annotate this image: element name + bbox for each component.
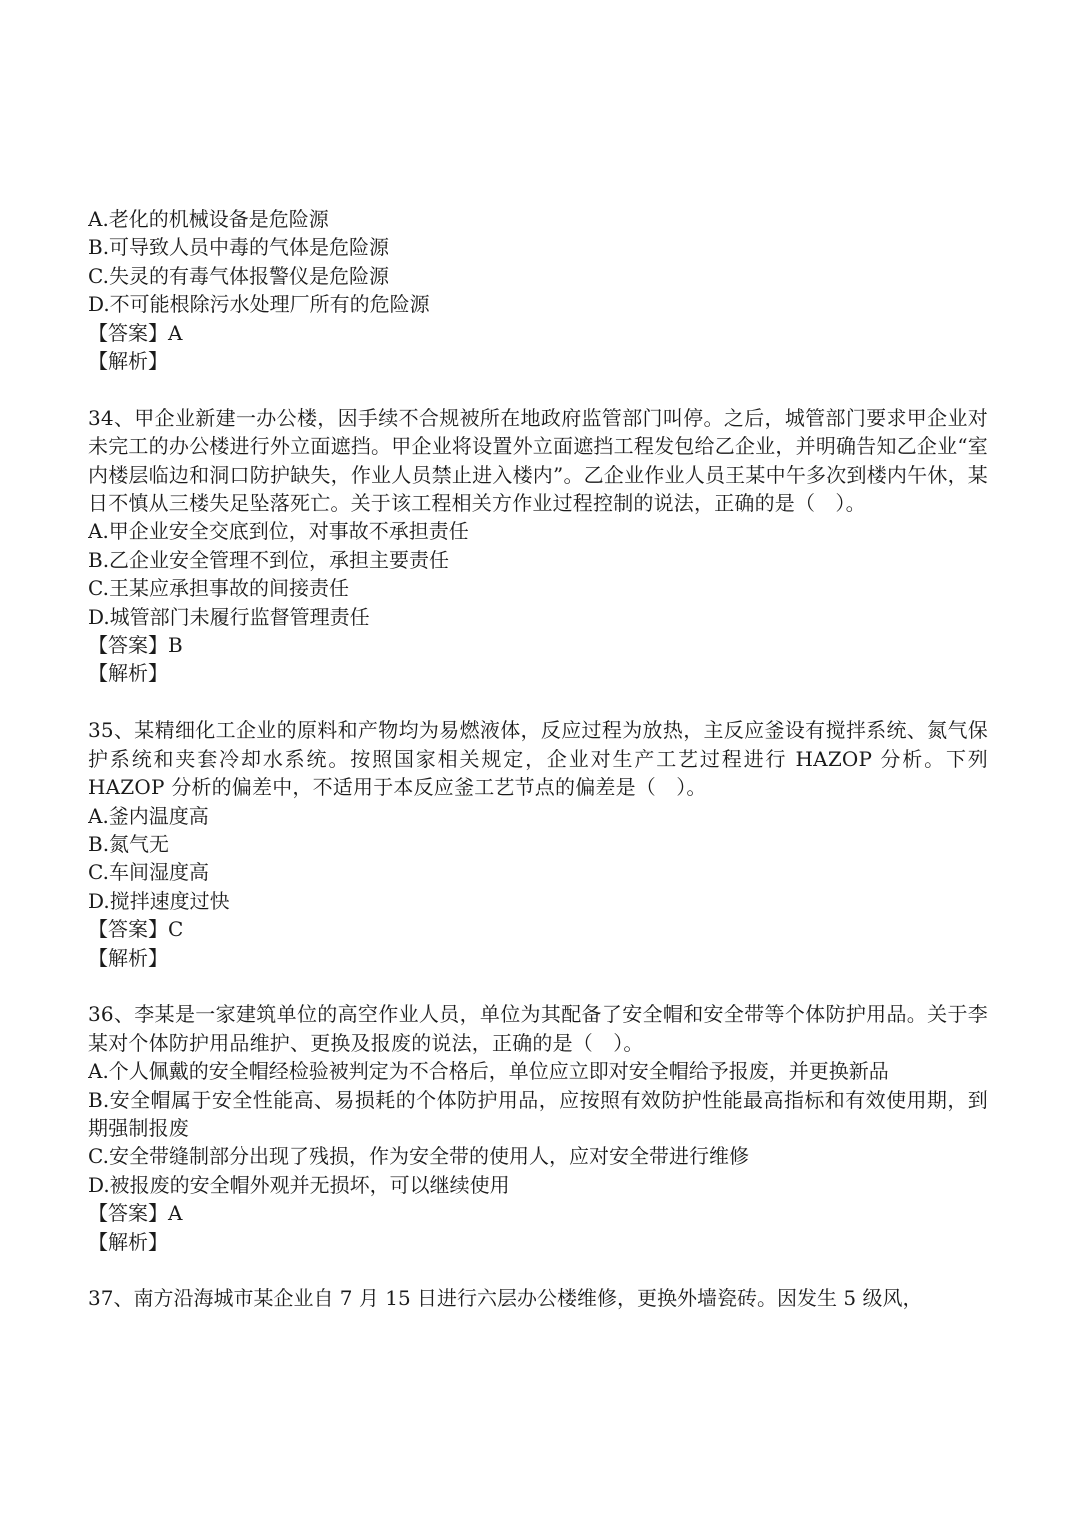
q35-option-b: B.氮气无	[88, 831, 170, 856]
q35-option-c: C.车间湿度高	[88, 860, 209, 885]
q34-option-a: A.甲企业安全交底到位，对事故不承担责任	[88, 519, 469, 544]
q36-option-d: D.被报废的安全帽外观并无损坏，可以继续使用	[88, 1172, 510, 1197]
q33-option-a: A.老化的机械设备是危险源	[88, 207, 329, 231]
paragraph-gap	[88, 1256, 988, 1284]
paragraph-gap	[88, 972, 988, 1000]
q34-option-c: C.王某应承担事故的间接责任	[88, 576, 349, 601]
document-body	[88, 205, 988, 1313]
q35-answer: 【答案】C	[88, 917, 184, 942]
paragraph-gap	[88, 375, 988, 403]
q35-option-a: A.釜内温度高	[88, 803, 209, 828]
paragraph-gap	[88, 688, 988, 716]
q36-stem: 36、李某是一家建筑单位的高空作业人员，单位为其配备了安全帽和安全带等个体防护用品。关于李某对个体防护用品维护、更换及报废的说法，正确的是（ ）。	[88, 1002, 988, 1055]
q33-option-b: B.可导致人员中毒的气体是危险源	[88, 235, 390, 260]
q36-analysis: 【解析】	[88, 1229, 168, 1254]
q34-option-b: B.乙企业安全管理不到位，承担主要责任	[88, 547, 450, 572]
q33-option-c: C.失灵的有毒气体报警仪是危险源	[88, 263, 389, 288]
q36-answer: 【答案】A	[88, 1201, 183, 1226]
q33-option-d: D.不可能根除污水处理厂所有的危险源	[88, 292, 430, 317]
q35-stem: 35、某精细化工企业的原料和产物均为易燃液体，反应过程为放热，主反应釜设有搅拌系统、氮气保护系统和夹套冷却水系统。按照国家相关规定，企业对生产工艺过程进行 HAZOP 分析。下列 HAZOP 分析的偏差中，不适用于本反应釜工艺节点的偏差是（ ）。	[88, 718, 988, 800]
q37-stem: 37、南方沿海城市某企业自 7 月 15 日进行六层办公楼维修，更换外墙瓷砖。因发生 5 级风，	[88, 1286, 923, 1311]
q36-option-a: A.个人佩戴的安全帽经检验被判定为不合格后，单位应立即对安全帽给予报废，并更换新品	[88, 1059, 889, 1084]
q34-answer: 【答案】B	[88, 633, 183, 658]
q33-analysis: 【解析】	[88, 349, 168, 374]
q35-option-d: D.搅拌速度过快	[88, 888, 230, 913]
q33-answer: 【答案】A	[88, 320, 183, 345]
q36-option-b: B.安全帽属于安全性能高、易损耗的个体防护用品，应按照有效防护性能最高指标和有效使用期，到期强制报废	[88, 1087, 988, 1140]
q34-stem: 34、甲企业新建一办公楼，因手续不合规被所在地政府监管部门叫停。之后，城管部门要求甲企业对未完工的办公楼进行外立面遮挡。甲企业将设置外立面遮挡工程发包给乙企业，并明确告知乙企业“室内楼层临边和洞口防护缺失，作业人员禁止进入楼内”。乙企业作业人员王某中午多次到楼内午休，某日不慎从三楼失足坠落死亡。关于该工程相关方作业过程控制的说法，正确的是（ ）。	[88, 405, 988, 516]
q34-analysis: 【解析】	[88, 661, 168, 686]
q35-analysis: 【解析】	[88, 945, 168, 970]
q34-option-d: D.城管部门未履行监督管理责任	[88, 604, 370, 629]
q36-option-c: C.安全带缝制部分出现了残损，作为安全带的使用人，应对安全带进行维修	[88, 1144, 749, 1169]
